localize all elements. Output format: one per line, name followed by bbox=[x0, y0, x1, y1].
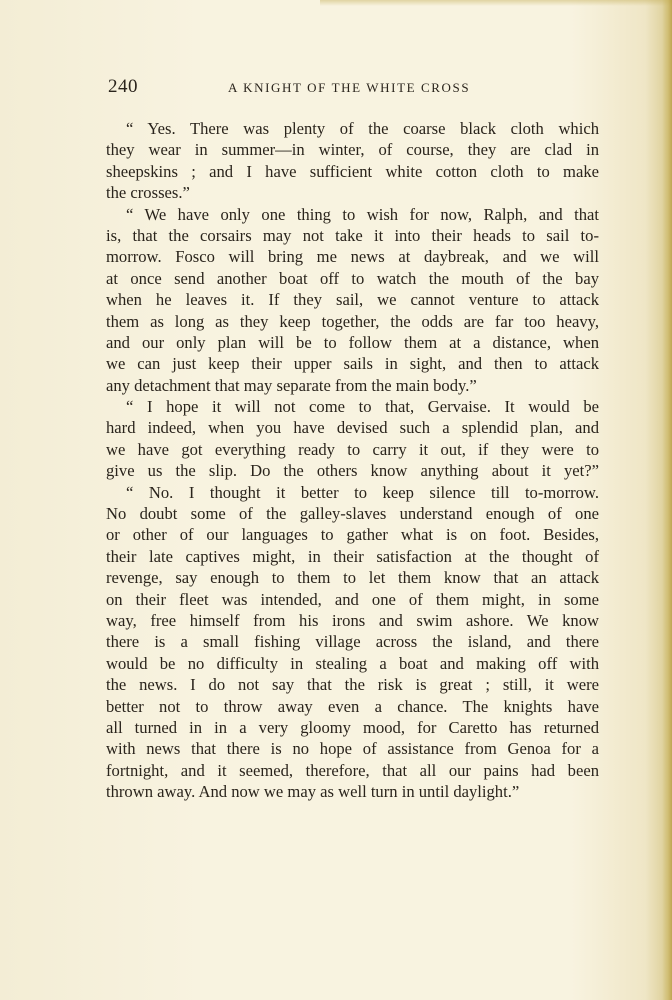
text-line: better not to throw away even a chance. The knights have bbox=[106, 696, 599, 716]
text-line: No doubt some of the galley-slaves understand enough of one bbox=[106, 504, 599, 524]
page-header bbox=[108, 76, 598, 102]
text-line: sheepskins ; and I have sufficient white cotton cloth to make bbox=[106, 161, 599, 181]
text-line: “ We have only one thing to wish for now, Ralph, and that bbox=[126, 204, 599, 224]
text-line: morrow. Fosco will bring me news at daybreak, and we will bbox=[106, 247, 599, 267]
page-number: 240 bbox=[108, 76, 138, 97]
page-edge-shadow bbox=[662, 0, 672, 1000]
text-line: or other of our languages to gather what is on foot. Besides, bbox=[106, 525, 599, 545]
running-title: A KNIGHT OF THE WHITE CROSS bbox=[228, 80, 471, 95]
text-line: would be no difficulty in stealing a boat and making off with bbox=[106, 653, 599, 673]
text-line: “ I hope it will not come to that, Gervaise. It would be bbox=[126, 397, 599, 417]
text-line: fortnight, and it seemed, therefore, that all our pains had been bbox=[106, 760, 599, 780]
text-line: is, that the corsairs may not take it into their heads to sail to- bbox=[106, 225, 599, 245]
text-line: at once send another boat off to watch the mouth of the bay bbox=[106, 268, 599, 288]
text-line: “ Yes. There was plenty of the coarse black cloth which bbox=[126, 119, 599, 138]
text-line: we can just keep their upper sails in sight, and then to attack bbox=[106, 354, 599, 374]
page-top-shadow bbox=[320, 0, 672, 6]
text-line: give us the slip. Do the others know anything about it yet?” bbox=[106, 461, 599, 481]
text-line: them as long as they keep together, the odds are far too heavy, bbox=[106, 311, 599, 331]
text-line: with news that there is no hope of assistance from Genoa for a bbox=[106, 739, 599, 759]
text-line: way, free himself from his irons and swim ashore. We know bbox=[106, 610, 599, 630]
body-text bbox=[106, 118, 599, 803]
text-line: they wear in summer—in winter, of course, they are clad in bbox=[106, 140, 599, 160]
text-line: we have got everything ready to carry it out, if they were to bbox=[106, 439, 599, 459]
text-line: there is a small fishing village across the island, and there bbox=[106, 632, 599, 652]
text-line: any detachment that may separate from the main body.” bbox=[106, 375, 477, 395]
text-line: “ No. I thought it better to keep silence till to-morrow. bbox=[126, 482, 599, 502]
text-line: when he leaves it. If they sail, we cannot venture to attack bbox=[106, 290, 599, 310]
text-line: thrown away. And now we may as well turn in until daylight.” bbox=[106, 782, 520, 802]
text-line: and our only plan will be to follow them at a distance, when bbox=[106, 332, 599, 352]
text-line: all turned in in a very gloomy mood, for Caretto has returned bbox=[106, 717, 599, 737]
text-line: on their fleet was intended, and one of them might, in some bbox=[106, 589, 599, 609]
text-line: the news. I do not say that the risk is great ; still, it were bbox=[106, 675, 599, 695]
text-line: revenge, say enough to them to let them know that an attack bbox=[106, 568, 599, 588]
text-line: hard indeed, when you have devised such a splendid plan, and bbox=[106, 418, 599, 438]
text-line: their late captives might, in their satisfaction at the thought of bbox=[106, 546, 599, 566]
text-line: the crosses.” bbox=[106, 183, 190, 203]
